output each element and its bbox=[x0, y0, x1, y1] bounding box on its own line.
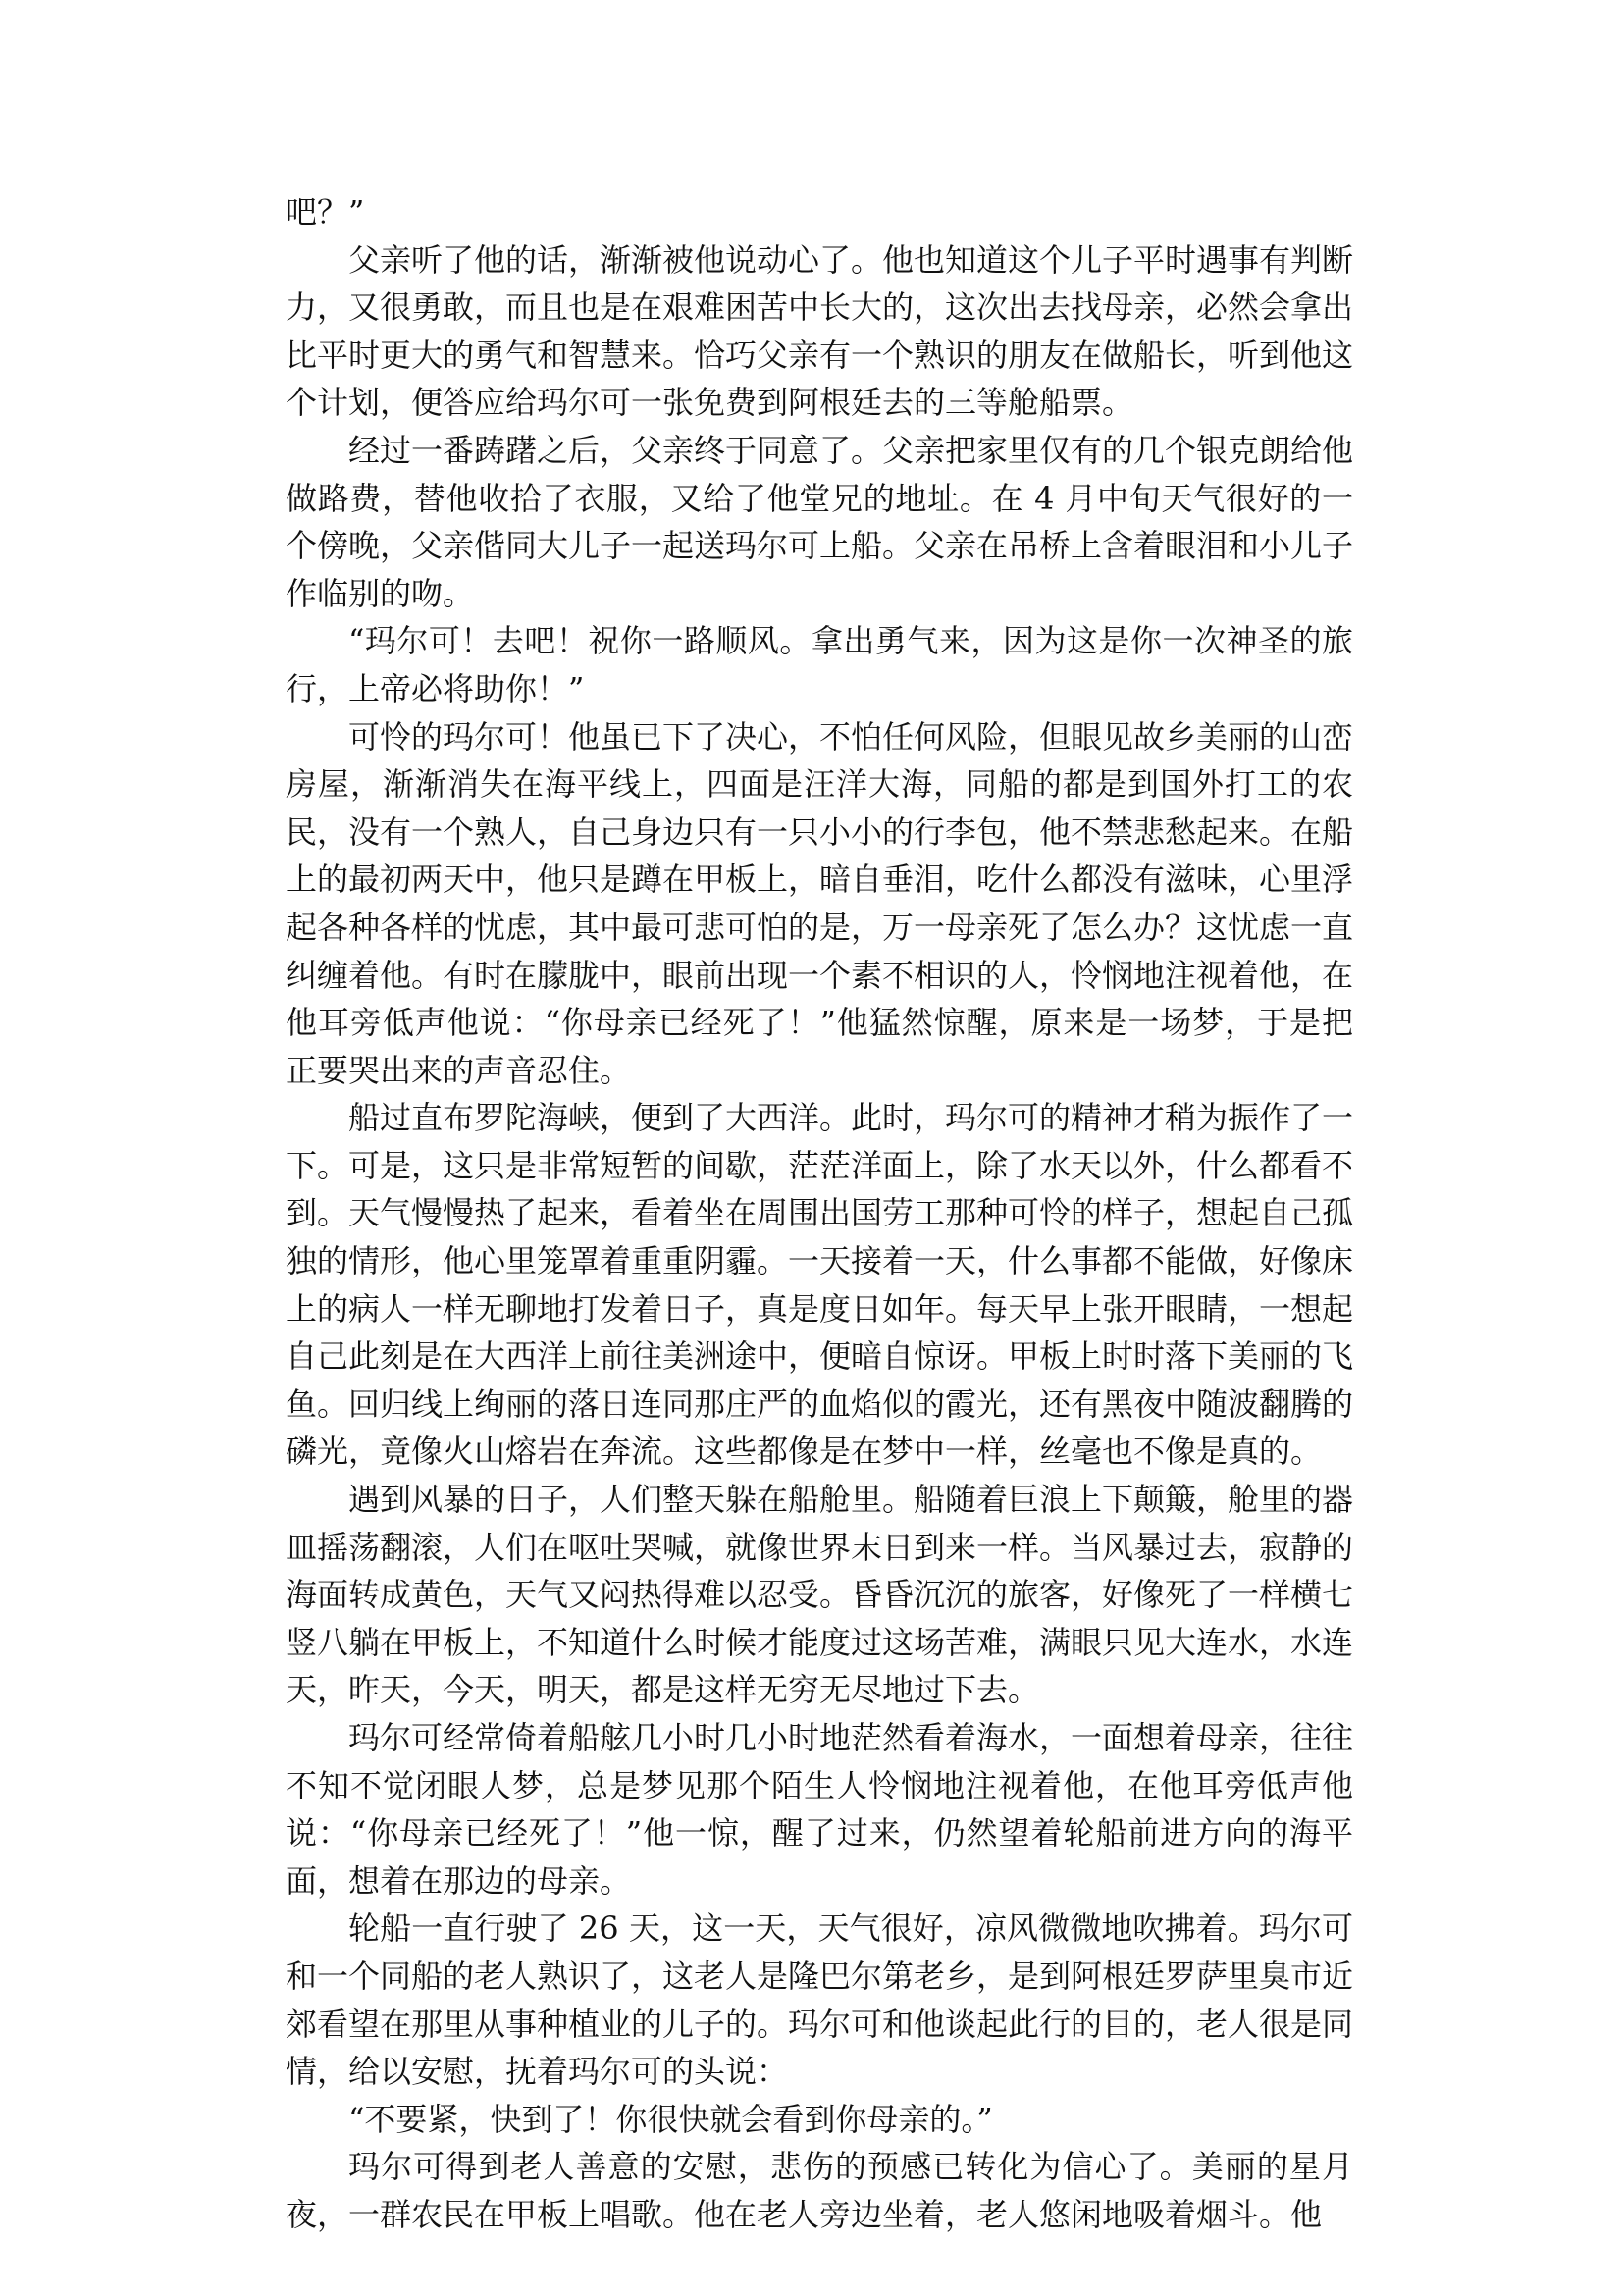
paragraph: 玛尔可经常倚着船舷几小时几小时地茫然看着海水，一面想着母亲，往往不知不觉闭眼人梦，总是梦见那个陌生人怜悯地注视着他，在他耳旁低声他说：“你母亲已经死了！”他一惊，醒了过来，仍然望着轮船前进方向的海平面，想着在那边的母亲。 bbox=[286, 1719, 1354, 1900]
paragraph: “不要紧，快到了！你很快就会看到你母亲的。” bbox=[348, 2100, 993, 2138]
paragraph: 遇到风暴的日子，人们整天躲在船舱里。船随着巨浪上下颠簸，舱里的器皿摇荡翻滚，人们在呕吐哭喊，就像世界末日到来一样。当风暴过去，寂静的海面转成黄色，天气又闷热得难以忍受。昏昏沉沉的旅客，好像死了一样横七竖八躺在甲板上，不知道什么时候才能度过这场苦难，满眼只见大连水，水连天，昨天，今天，明天，都是这样无穷无尽地过下去。 bbox=[286, 1481, 1354, 1709]
paragraph: 轮船一直行驶了 26 天，这一天，天气很好，凉风微微地吹拂着。玛尔可和一个同船的老人熟识了，这老人是隆巴尔第老乡，是到阿根廷罗萨里臭市近郊看望在那里从事种植业的儿子的。玛尔可和他谈起此行的目的，老人很是同情，给以安慰，抚着玛尔可的头说： bbox=[286, 1909, 1354, 2091]
paragraph: 经过一番踌躇之后，父亲终于同意了。父亲把家里仅有的几个银克朗给他做路费，替他收拾了衣服，又给了他堂兄的地址。在 4 月中旬天气很好的一个傍晚，父亲偕同大儿子一起送玛尔可上船。父亲在吊桥上含着眼泪和小儿子作临别的吻。 bbox=[286, 431, 1354, 612]
paragraph: “玛尔可！去吧！祝你一路顺风。拿出勇气来，因为这是你一次神圣的旅行，上帝必将助你！” bbox=[286, 622, 1353, 707]
paragraph: 父亲听了他的话，渐渐被他说动心了。他也知道这个儿子平时遇事有判断力，又很勇敢，而且也是在艰难困苦中长大的，这次出去找母亲，必然会拿出比平时更大的勇气和智慧来。恰巧父亲有一个熟识的朋友在做船长，听到他这个计划，便答应给玛尔可一张免费到阿根廷去的三等舱船票。 bbox=[286, 240, 1354, 422]
paragraph: 玛尔可得到老人善意的安慰，悲伤的预感已转化为信心了。美丽的星月夜，一群农民在甲板上唱歌。他在老人旁边坐着，老人悠闲地吸着烟斗。他 bbox=[286, 2148, 1353, 2233]
paragraph: 船过直布罗陀海峡，便到了大西洋。此时，玛尔可的精神才稍为振作了一下。可是，这只是非常短暂的间歇，茫茫洋面上，除了水天以外，什么都看不到。天气慢慢热了起来，看着坐在周围出国劳工那种可怜的样子，想起自己孤独的情形，他心里笼罩着重重阴霾。一天接着一天，什么事都不能做，好像床上的病人一样无聊地打发着日子，真是度日如年。每天早上张开眼睛，一想起自己此刻是在大西洋上前往美洲途中，便暗自惊讶。甲板上时时落下美丽的飞鱼。回归线上绚丽的落日连同那庄严的血焰似的霞光，还有黑夜中随波翻腾的磷光，竟像火山熔岩在奔流。这些都像是在梦中一样，丝毫也不像是真的。 bbox=[286, 1099, 1354, 1471]
paragraph-continuation: 吧？” bbox=[286, 193, 365, 231]
paragraph: 可怜的玛尔可！他虽已下了决心，不怕任何风险，但眼见故乡美丽的山峦房屋，渐渐消失在海平线上，四面是汪洋大海，同船的都是到国外打工的农民，没有一个熟人，自己身边只有一只小小的行李包，他不禁悲愁起来。在船上的最初两天中，他只是蹲在甲板上，暗自垂泪，吃什么都没有滋味，心里浮起各种各样的忧虑，其中最可悲可怕的是，万一母亲死了怎么办？这忧虑一直纠缠着他。有时在朦胧中，眼前出现一个素不相识的人，怜悯地注视着他，在他耳旁低声他说：“你母亲已经死了！”他猛然惊醒，原来是一场梦，于是把正要哭出来的声音忍住。 bbox=[286, 717, 1354, 1089]
body-text bbox=[286, 188, 1353, 2239]
